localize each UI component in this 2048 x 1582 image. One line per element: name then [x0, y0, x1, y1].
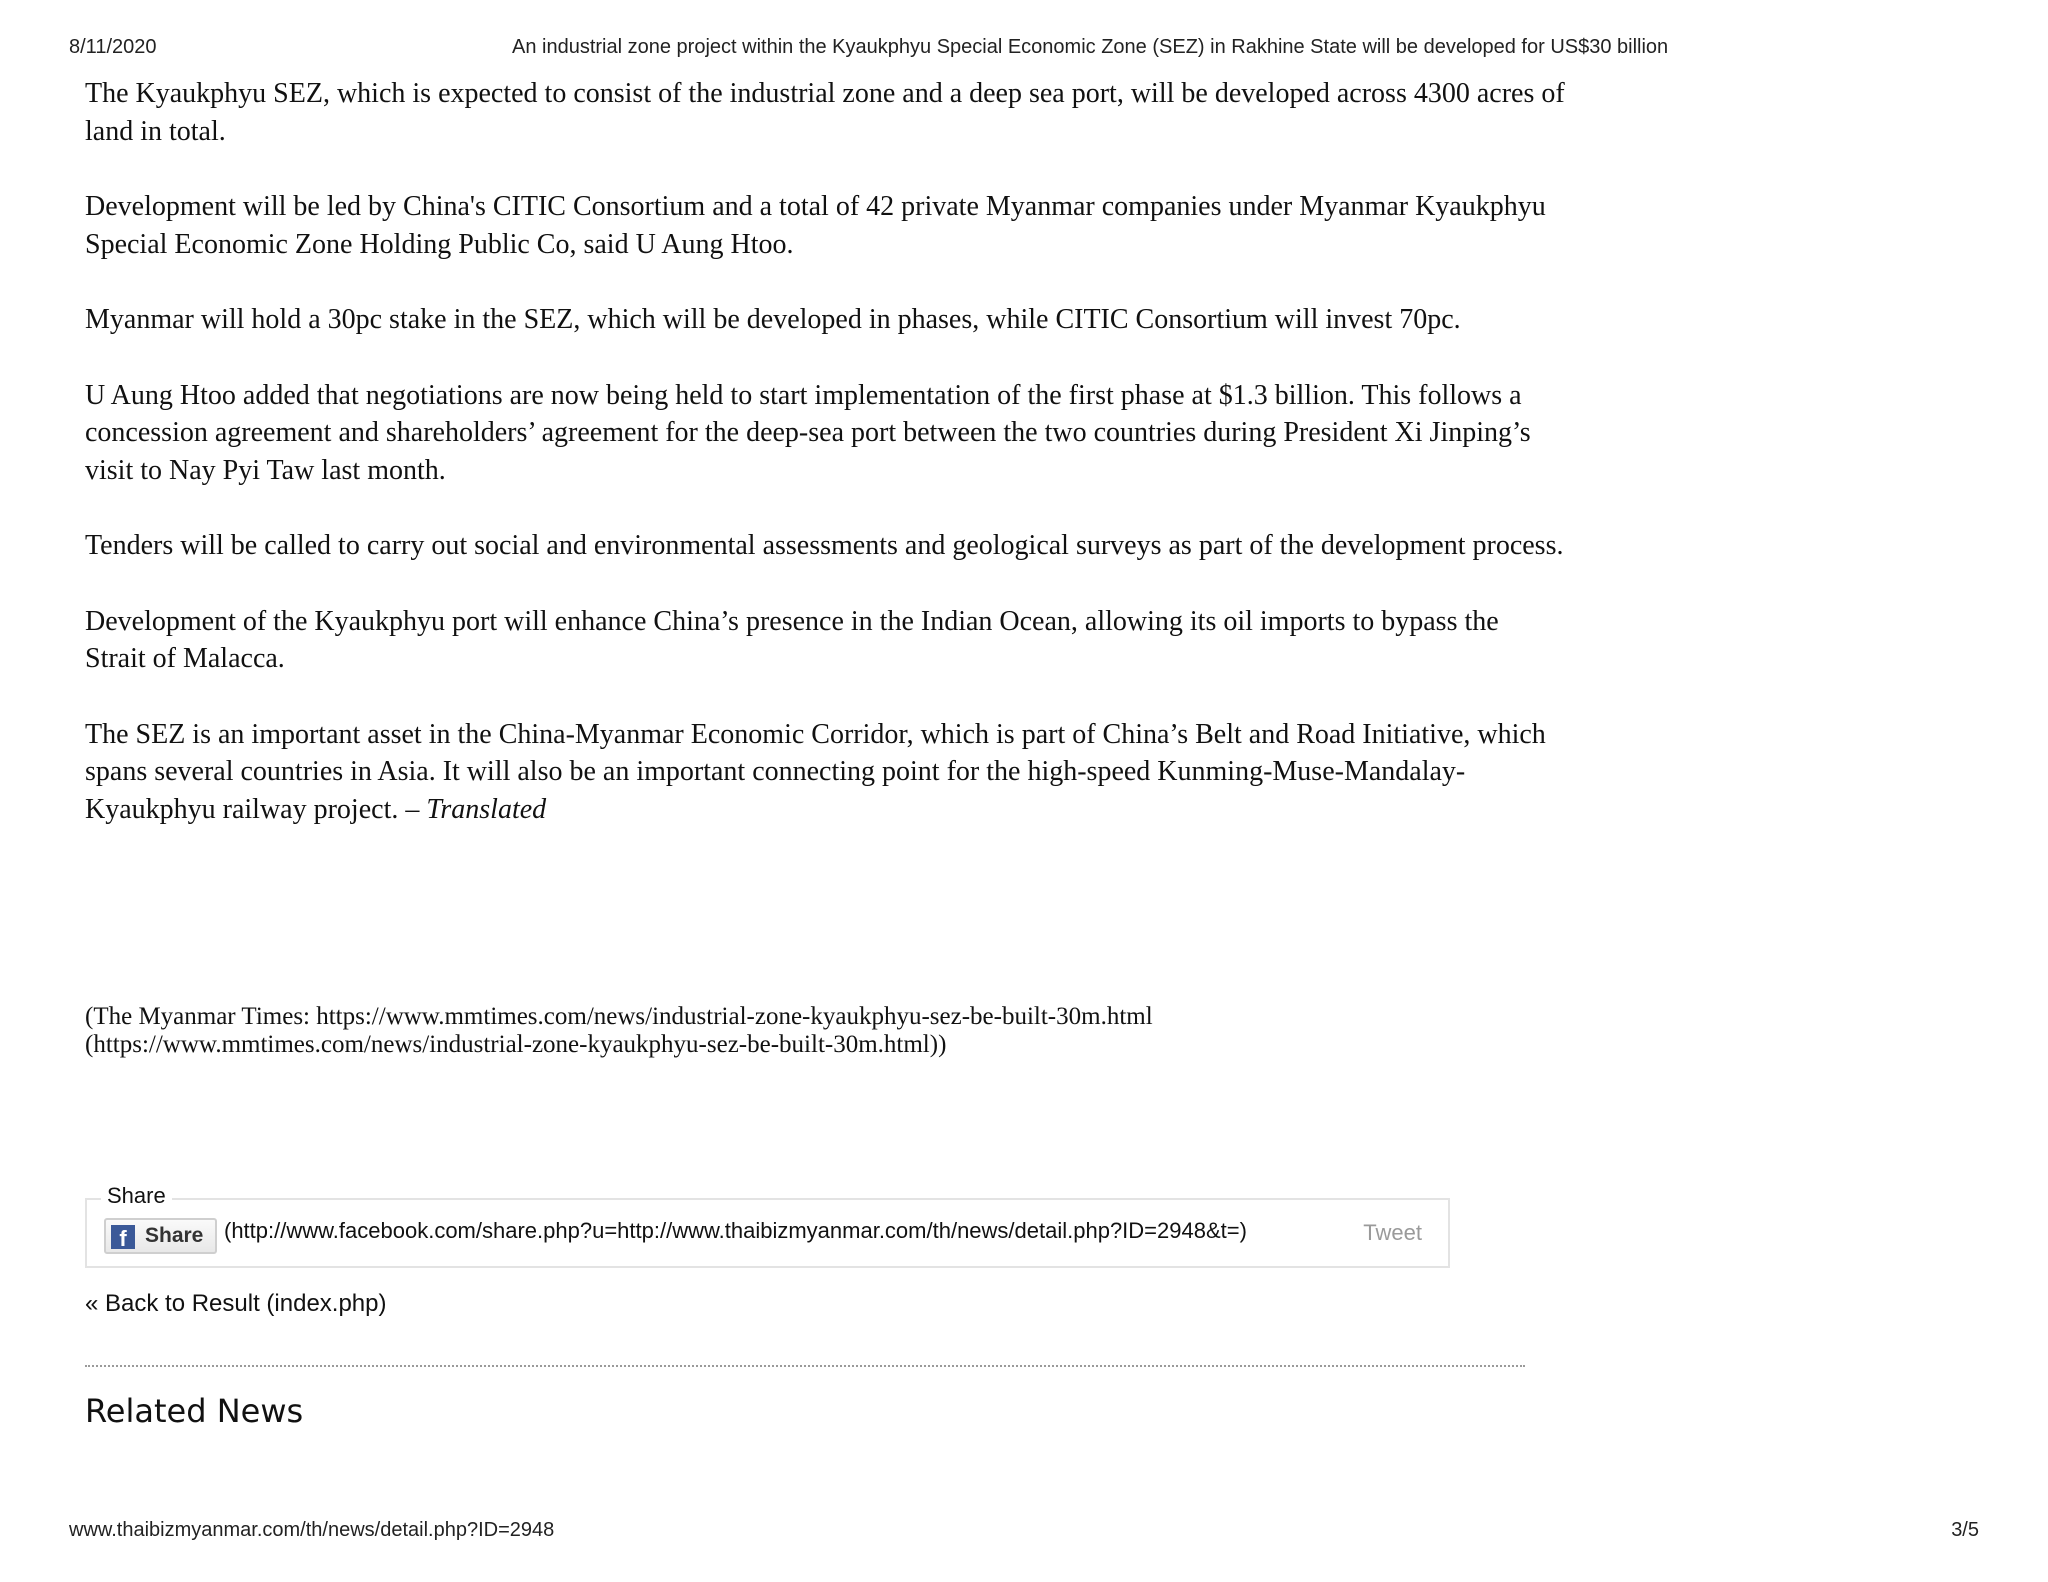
article-paragraph: The Kyaukphyu SEZ, which is expected to consist of the industrial zone and a deep sea port, will be developed across 4300 acres of land in total.	[85, 78, 1565, 147]
source-line[interactable]: (The Myanmar Times: https://www.mmtimes.com/news/industrial-zone-kyaukphyu-sez-be-built-30m.html	[85, 1003, 1153, 1030]
article-paragraph: U Aung Htoo added that negotiations are now being held to start implementation of the first phase at $1.3 billion. This follows a concession agreement and shareholders’ agreement for the deep-sea port between the two countries during President Xi Jinping’s visit to Nay Pyi Taw last month.	[85, 379, 1531, 486]
back-to-result-link[interactable]: « Back to Result (index.php)	[85, 1290, 387, 1317]
article-paragraph-text: The SEZ is an important asset in the China-Myanmar Economic Corridor, which is part of China’s Belt and Road Initiative, which spans several countries in Asia. It will also be an important connecting point for the high-speed Kunming-Muse-Mandalay-Kyaukphyu railway project. –	[85, 718, 1546, 825]
article-paragraph: Myanmar will hold a 30pc stake in the SEZ, which will be developed in phases, while CITIC Consortium will invest 70pc.	[85, 304, 1461, 335]
share-legend: Share	[101, 1183, 172, 1209]
print-page-title: An industrial zone project within the Kyaukphyu Special Economic Zone (SEZ) in Rakhine State will be developed for US$30 billion	[512, 36, 1669, 58]
section-divider	[85, 1365, 1525, 1367]
facebook-icon: f	[111, 1225, 135, 1249]
tweet-button[interactable]: Tweet	[1363, 1220, 1422, 1245]
article-paragraph: Development will be led by China's CITIC Consortium and a total of 42 private Myanmar companies under Myanmar Kyaukphyu Special Economic Zone Holding Public Co, said U Aung Htoo.	[85, 191, 1546, 260]
print-header	[69, 36, 1979, 66]
facebook-share-button[interactable]	[104, 1218, 217, 1254]
print-url: www.thaibizmyanmar.com/th/news/detail.php?ID=2948	[69, 1519, 555, 1541]
article-body	[85, 75, 1565, 866]
article-paragraph: Tenders will be called to carry out social and environmental assessments and geological surveys as part of the development process.	[85, 530, 1564, 561]
share-box	[85, 1183, 1450, 1268]
related-news-heading: Related News	[85, 1392, 304, 1430]
translated-note: Translated	[426, 793, 547, 825]
article-paragraph-last	[85, 716, 1565, 829]
page-number: 3/5	[1951, 1519, 1979, 1541]
source-citation	[85, 1003, 1565, 1059]
print-date: 8/11/2020	[69, 36, 157, 58]
facebook-share-label: Share	[145, 1224, 204, 1247]
article-paragraph: Development of the Kyaukphyu port will enhance China’s presence in the Indian Ocean, allowing its oil imports to bypass the Strait of Malacca.	[85, 605, 1499, 674]
source-line[interactable]: (https://www.mmtimes.com/news/industrial-zone-kyaukphyu-sez-be-built-30m.html))	[85, 1031, 947, 1058]
facebook-share-link[interactable]: (http://www.facebook.com/share.php?u=http://www.thaibizmyanmar.com/th/news/detail.php?ID=2948&t=)	[224, 1218, 1247, 1243]
